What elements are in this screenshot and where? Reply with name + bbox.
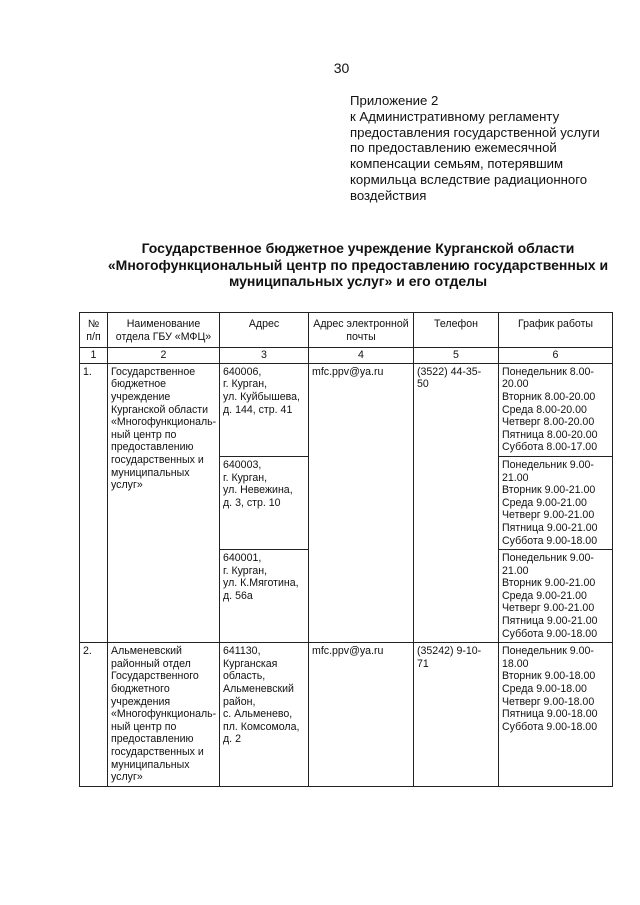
appendix-line: к Административному регламенту [350,108,560,124]
address-line: область, [223,670,266,683]
appendix-note [350,93,620,204]
table-header-row [80,313,613,348]
address-line: Курганская [223,657,278,670]
header-line: п/п [86,330,101,343]
header-address [220,313,309,348]
phone-line: 71 [417,657,429,670]
header-line: Адрес [248,318,280,330]
name-line: муниципальных [111,758,190,771]
schedule-line: 18.00 [502,657,529,670]
schedule-line: Четверг 9.00-18.00 [502,695,595,708]
phone-cell [414,643,499,787]
name-line: учреждения [111,695,171,708]
branch-name [108,643,220,787]
office-address [220,550,309,643]
table-row [80,363,613,456]
title-line: Государственное бюджетное учреждение Курганской области [141,240,575,256]
schedule-line: Четверг 8.00-20.00 [502,416,595,429]
schedule-line: 21.00 [502,471,529,484]
name-line: предоставлению [111,733,194,746]
schedule-line: 20.00 [502,378,529,391]
address-line: ул. К.Мяготина, [223,577,299,590]
header-line: отдела ГБУ «МФЦ» [115,330,212,343]
phone-cell [414,363,499,642]
appendix-line: компенсации семьям, потерявшим [350,156,564,172]
schedule-line: Пятница 9.00-21.00 [502,521,598,534]
name-line: Государственного [111,670,199,683]
schedule-line: Пятница 9.00-18.00 [502,708,598,721]
name-line: районный отдел [111,657,191,670]
name-line: услуг» [111,479,143,492]
address-line: 640001, [223,552,262,565]
office-address [220,363,309,456]
header-line: График работы [517,318,594,330]
schedule-line: Вторник 9.00-21.00 [502,484,596,497]
schedule-line: Четверг 9.00-21.00 [502,509,595,522]
column-number: 5 [414,348,499,364]
email-cell: mfc.ppv@ya.ru [309,363,414,642]
address-line: ул. Куйбышева, [223,390,300,403]
address-line: д. 3, стр. 10 [223,496,281,509]
name-line: учреждение [111,390,171,403]
branch-name [108,363,220,642]
schedule-line: Понедельник 9.00- [502,458,594,471]
email-cell: mfc.ppv@ya.ru [309,643,414,787]
office-schedule [499,550,613,643]
name-line: государственных и [111,453,204,466]
header-line: Наименование [126,318,201,330]
header-phone [414,313,499,348]
header-line: почты [346,330,376,343]
header-name [108,313,220,348]
header-schedule [499,313,613,348]
schedule-line: Понедельник 8.00- [502,365,594,378]
address-line: 641130, [223,645,261,658]
address-line: с. Альменево, [223,708,293,721]
address-line: д. 56а [223,589,253,602]
column-number: 3 [220,348,309,364]
schedule-line: Суббота 9.00-18.00 [502,627,598,640]
name-line: Курганской области [111,403,209,416]
schedule-line: Пятница 9.00-21.00 [502,615,598,628]
name-line: ный центр по [111,428,177,441]
name-line: предоставлению [111,441,194,454]
office-schedule [499,456,613,549]
address-line: ул. Невежина, [223,484,293,497]
row-number: 2. [80,643,108,787]
name-line: ный центр по [111,720,177,733]
schedule-line: Вторник 9.00-18.00 [502,670,596,683]
phone-line: 50 [417,378,429,391]
schedule-line: Среда 8.00-20.00 [502,403,587,416]
schedule-line: Среда 9.00-21.00 [502,589,587,602]
header-line: Адрес электронной [313,318,409,330]
column-number: 2 [108,348,220,364]
title-line: муниципальных услуг» и его отделы [228,273,488,289]
table-row [80,643,613,787]
address-line: район, [223,695,256,708]
name-line: Альменевский [111,645,182,658]
name-line: государственных и [111,746,204,758]
address-line: д. 2 [223,733,241,746]
header-email [309,313,414,348]
address-line: г. Курган, [223,564,268,577]
header-number [80,313,108,348]
appendix-line: воздействия [350,187,427,203]
schedule-line: Понедельник 9.00- [502,552,594,565]
header-line: № [87,318,100,330]
schedule-line: 21.00 [502,564,529,577]
address-line: д. 144, стр. 41 [223,403,293,416]
column-number-row [80,348,613,364]
column-number: 1 [80,348,108,364]
address-line: пл. Комсомола, [223,720,300,733]
schedule-line: Вторник 9.00-21.00 [502,577,596,590]
office-schedule [499,363,613,456]
appendix-line: по предоставлению ежемесячной [350,140,557,156]
address-line: г. Курган, [223,471,268,484]
schedule-line: Среда 9.00-18.00 [502,683,587,696]
name-line: «Многофункциональ- [111,416,217,429]
office-address [220,643,309,787]
page-number: 30 [333,60,350,76]
address-line: Альменевский [223,683,294,696]
name-line: муниципальных [111,466,190,479]
appendix-line: предоставления государственной услуги [350,124,600,140]
appendix-line: Приложение 2 [350,93,439,108]
title-line: «Многофункциональный центр по предоставлению государственных и [107,256,609,273]
schedule-line: Суббота 9.00-18.00 [502,534,598,547]
name-line: бюджетное [111,378,167,391]
schedule-line: Понедельник 9.00- [502,645,594,658]
schedule-line: Четверг 9.00-21.00 [502,602,595,615]
schedule-line: Среда 9.00-21.00 [502,496,587,509]
schedule-line: Суббота 9.00-18.00 [502,720,598,733]
header-line: Телефон [434,318,478,330]
address-line: 640003, [223,458,262,471]
address-line: 640006, [223,365,262,378]
office-schedule [499,643,613,787]
phone-line: (3522) 44-35- [417,365,482,378]
name-line: «Многофункциональ- [111,708,217,721]
column-number: 6 [499,348,613,364]
appendix-line: кормильца вследствие радиационного [350,171,588,187]
phone-line: (35242) 9-10- [417,645,482,658]
schedule-line: Вторник 8.00-20.00 [502,390,596,403]
column-number: 4 [309,348,414,364]
schedule-line: Суббота 8.00-17.00 [502,441,598,454]
name-line: бюджетного [111,683,170,696]
schedule-line: Пятница 8.00-20.00 [502,428,598,441]
name-line: Государственное [111,365,196,378]
document-title [60,240,640,290]
branches-table [79,312,613,787]
name-line: услуг» [111,771,143,784]
address-line: г. Курган, [223,378,268,391]
row-number: 1. [80,363,108,642]
office-address [220,456,309,549]
